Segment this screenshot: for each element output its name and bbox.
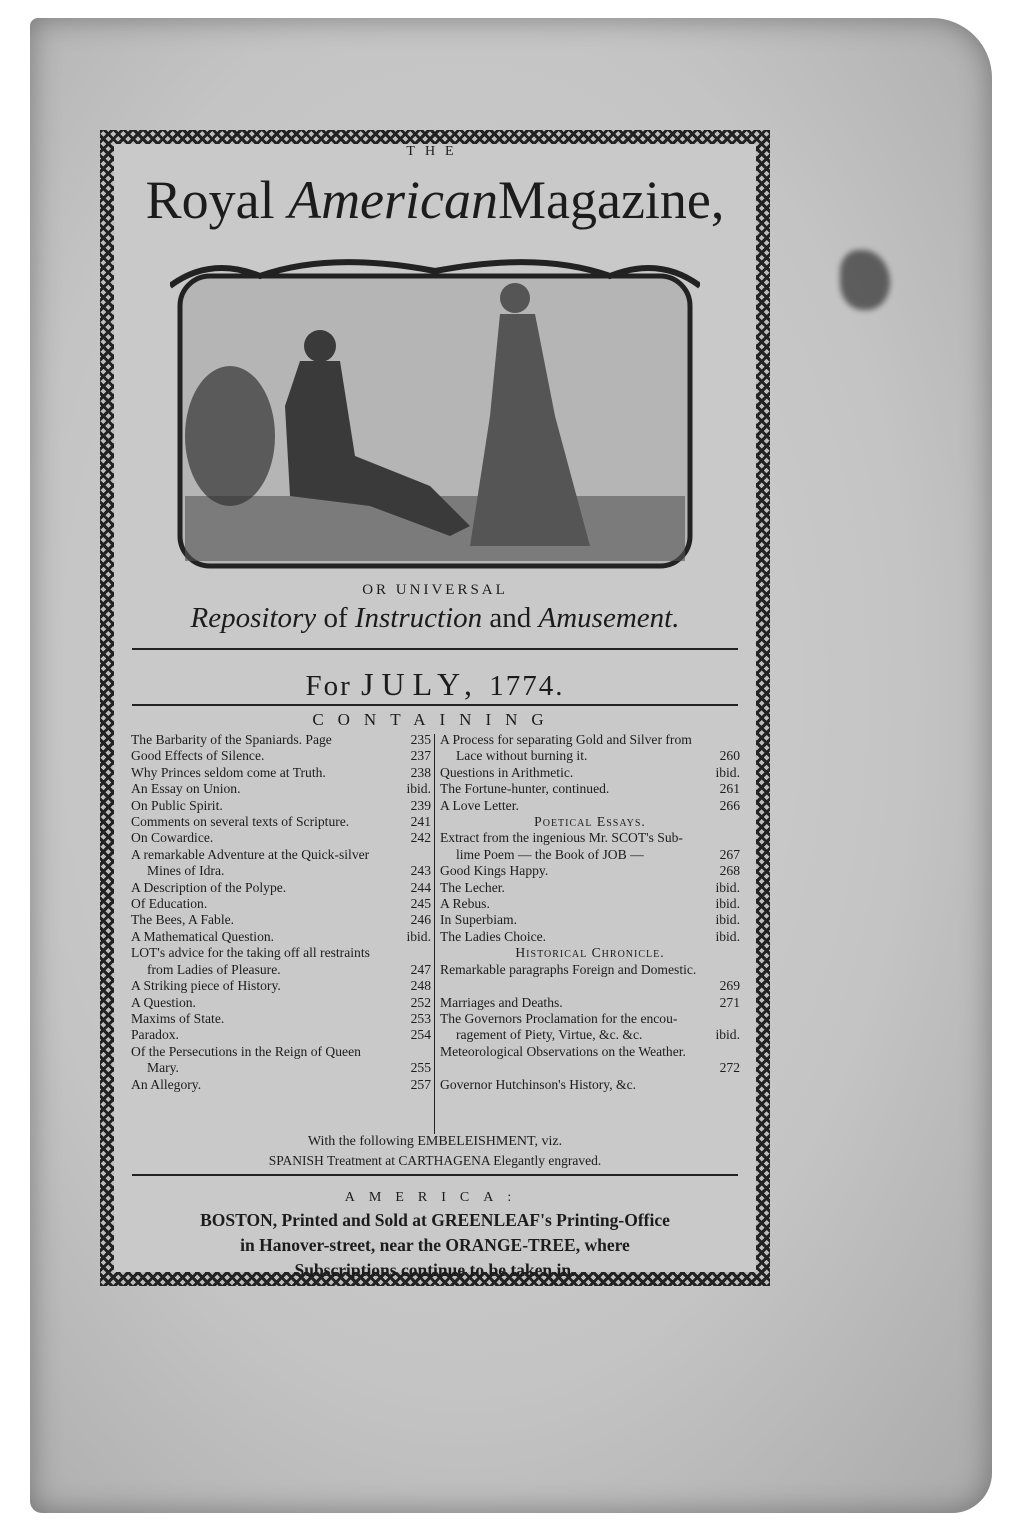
contents-entry: [131, 863, 431, 879]
contents-heading: CONTAINING: [312, 710, 558, 729]
entry-page: 242: [410, 830, 431, 846]
contents-entry: [440, 732, 740, 748]
entry-page: ibid.: [715, 912, 740, 928]
entry-page: ibid.: [715, 896, 740, 912]
contents-entry: [131, 912, 431, 928]
divider-rule: [132, 1174, 738, 1176]
contents-entry: [440, 1060, 740, 1076]
contents-entry: [131, 798, 431, 814]
entry-title: The Barbarity of the Spaniards. Page: [131, 732, 332, 747]
contents-entry: [440, 1011, 740, 1027]
entry-page: ibid.: [715, 764, 740, 780]
contents-entry: [440, 798, 740, 814]
entry-title: A Process for separating Gold and Silver from: [440, 732, 692, 747]
subtitle-part: and: [482, 602, 539, 634]
entry-page: ibid.: [715, 879, 740, 895]
contents-entry: [131, 1060, 431, 1076]
entry-title: Historical Chronicle.: [515, 945, 665, 961]
entry-title: LOT's advice for the taking off all restraints: [131, 945, 370, 961]
entry-title: Remarkable paragraphs Foreign and Domestic.: [440, 961, 697, 977]
entry-page: 269: [719, 978, 740, 994]
contents-entry: [131, 978, 431, 994]
entry-title: ragement of Piety, Virtue, &c. &c.: [456, 1027, 643, 1043]
entry-title: Questions in Arithmetic.: [440, 764, 574, 780]
issue-date: [114, 666, 756, 703]
entry-page: 243: [410, 863, 431, 879]
entry-title: Meteorological Observations on the Weather.: [440, 1043, 686, 1059]
entry-title: Maxims of State.: [131, 1010, 225, 1026]
entry-title: A Rebus.: [440, 896, 490, 912]
contents-entry: [131, 748, 431, 764]
contents-entry: [440, 847, 740, 863]
entry-page: ibid.: [406, 781, 431, 797]
entry-page: 241: [410, 814, 431, 830]
contents-section-heading: [440, 945, 740, 961]
entry-page: 268: [719, 863, 740, 879]
contents-right-column: [440, 732, 740, 1093]
contents-entry: [440, 1044, 740, 1060]
entry-page: 245: [410, 896, 431, 912]
entry-title: Poetical Essays.: [534, 814, 646, 830]
entry-page: 272: [719, 1060, 740, 1076]
contents-entry: [440, 765, 740, 781]
divider-rule: [132, 704, 738, 706]
contents-entry: [440, 896, 740, 912]
embellishment-title: SPANISH Treatment at CARTHAGENA Elegantly engraved.: [268, 1153, 602, 1168]
entry-page: 235: [410, 732, 431, 747]
contents-entry: [131, 896, 431, 912]
column-divider: [434, 734, 435, 1134]
entry-title: Governor Hutchinson's History, &c.: [440, 1076, 637, 1092]
contents-entry: [440, 863, 740, 879]
entry-title: Of the Persecutions in the Reign of Queen: [131, 1043, 361, 1059]
entry-title: from Ladies of Pleasure.: [147, 961, 281, 977]
entry-page: 254: [410, 1027, 431, 1043]
subtitle: [114, 602, 756, 635]
entry-title: Mines of Idra.: [147, 863, 225, 879]
contents-entry: [131, 732, 431, 748]
entry-title: A Striking piece of History.: [131, 978, 281, 994]
entry-title: A Love Letter.: [440, 797, 519, 813]
contents-entry: [131, 929, 431, 945]
contents-entry: [131, 765, 431, 781]
entry-page: 271: [719, 994, 740, 1010]
entry-page: 248: [410, 978, 431, 994]
contents-entry: [131, 880, 431, 896]
magazine-title: [114, 170, 756, 230]
contents-entry: [440, 1077, 740, 1093]
contents-entry: [440, 880, 740, 896]
or-universal: OR UNIVERSAL: [362, 582, 508, 598]
entry-title: Why Princes seldom come at Truth.: [131, 764, 326, 780]
contents-section-heading: [440, 814, 740, 830]
entry-title: The Ladies Choice.: [440, 928, 547, 944]
entry-page: 252: [410, 994, 431, 1010]
imprint-line: Subscriptions continue to be taken in.: [294, 1260, 576, 1280]
entry-title: A remarkable Adventure at the Quick-silver: [131, 846, 370, 862]
contents-entry: [131, 995, 431, 1011]
entry-title: A Description of the Polype.: [131, 879, 287, 895]
contents-entry: [440, 830, 740, 846]
subtitle-part: Amusement.: [538, 602, 680, 634]
bush: [185, 366, 275, 506]
entry-title: In Superbiam.: [440, 912, 518, 928]
imprint-line: BOSTON, Printed and Sold at GREENLEAF's Printing-Office: [200, 1210, 670, 1230]
contents-entry: [440, 995, 740, 1011]
contents-entry: [440, 748, 740, 764]
entry-page: 266: [719, 797, 740, 813]
entry-title: A Mathematical Question.: [131, 928, 275, 944]
entry-page: 253: [410, 1010, 431, 1026]
entry-title: Marriages and Deaths.: [440, 994, 563, 1010]
entry-page: ibid.: [715, 1027, 740, 1043]
entry-page: 260: [719, 748, 740, 764]
contents-entry: [131, 1044, 431, 1060]
contents-entry: [131, 962, 431, 978]
entry-title: Comments on several texts of Scripture.: [131, 814, 350, 830]
entry-title: The Fortune-hunter, continued.: [440, 781, 610, 797]
title-royal: Royal: [145, 170, 275, 230]
contents-entry: [440, 978, 740, 994]
contents-entry: [131, 945, 431, 961]
issue-year: 1774.: [489, 670, 565, 702]
contents-entry: [440, 1027, 740, 1043]
entry-title: An Allegory.: [131, 1076, 202, 1092]
imprint-america: AMERICA:: [344, 1190, 526, 1205]
entry-title: A Question.: [131, 994, 196, 1010]
contents-entry: [131, 847, 431, 863]
title-magazine: Magazine,: [498, 170, 725, 230]
entry-page: ibid.: [715, 928, 740, 944]
entry-title: Extract from the ingenious Mr. SCOT's Sub-: [440, 830, 683, 846]
entry-page: 237: [410, 748, 431, 764]
entry-title: Lace without burning it.: [456, 748, 588, 764]
ornamental-border: [100, 130, 770, 1286]
entry-page: 255: [410, 1060, 431, 1076]
entry-title: Good Effects of Silence.: [131, 748, 265, 764]
entry-title: The Lecher.: [440, 879, 505, 895]
contents-entry: [131, 1011, 431, 1027]
divider-rule: [132, 648, 738, 650]
entry-title: The Bees, A Fable.: [131, 912, 235, 928]
issue-for: For: [305, 670, 352, 702]
contents-entry: [440, 929, 740, 945]
entry-page: ibid.: [406, 928, 431, 944]
entry-title: Mary.: [147, 1060, 179, 1076]
entry-page: 267: [719, 846, 740, 862]
contents-entry: [131, 1027, 431, 1043]
entry-title: On Cowardice.: [131, 830, 214, 846]
subtitle-part: of: [316, 602, 355, 634]
contents-entry: [131, 781, 431, 797]
imprint-line: in Hanover-street, near the ORANGE-TREE, where: [240, 1235, 630, 1255]
entry-page: 239: [410, 797, 431, 813]
entry-page: 246: [410, 912, 431, 928]
contents-entry: [440, 781, 740, 797]
contents-entry: [440, 912, 740, 928]
entry-page: 261: [719, 781, 740, 797]
entry-title: Good Kings Happy.: [440, 863, 549, 879]
entry-page: 257: [410, 1076, 431, 1092]
contents-entry: [440, 962, 740, 978]
entry-title: Paradox.: [131, 1027, 179, 1043]
entry-page: 247: [410, 961, 431, 977]
contents-entry: [131, 830, 431, 846]
entry-title: lime Poem — the Book of JOB —: [456, 846, 644, 862]
title-the: THE: [406, 144, 464, 159]
entry-title: An Essay on Union.: [131, 781, 241, 797]
contents-left-column: [131, 732, 431, 1093]
woodcut-illustration: [170, 256, 700, 574]
subtitle-part: Repository: [190, 602, 317, 634]
subtitle-part: Instruction: [354, 602, 483, 634]
contents-entry: [131, 814, 431, 830]
contents-entry: [131, 1077, 431, 1093]
entry-title: Of Education.: [131, 896, 208, 912]
entry-title: The Governors Proclamation for the encou-: [440, 1010, 678, 1026]
entry-page: 244: [410, 879, 431, 895]
issue-month: JULY,: [361, 666, 480, 702]
title-american: American: [288, 170, 499, 230]
embellishment-note: With the following EMBELEISHMENT, viz.: [307, 1134, 563, 1149]
entry-page: 238: [410, 764, 431, 780]
entry-title: On Public Spirit.: [131, 797, 223, 813]
